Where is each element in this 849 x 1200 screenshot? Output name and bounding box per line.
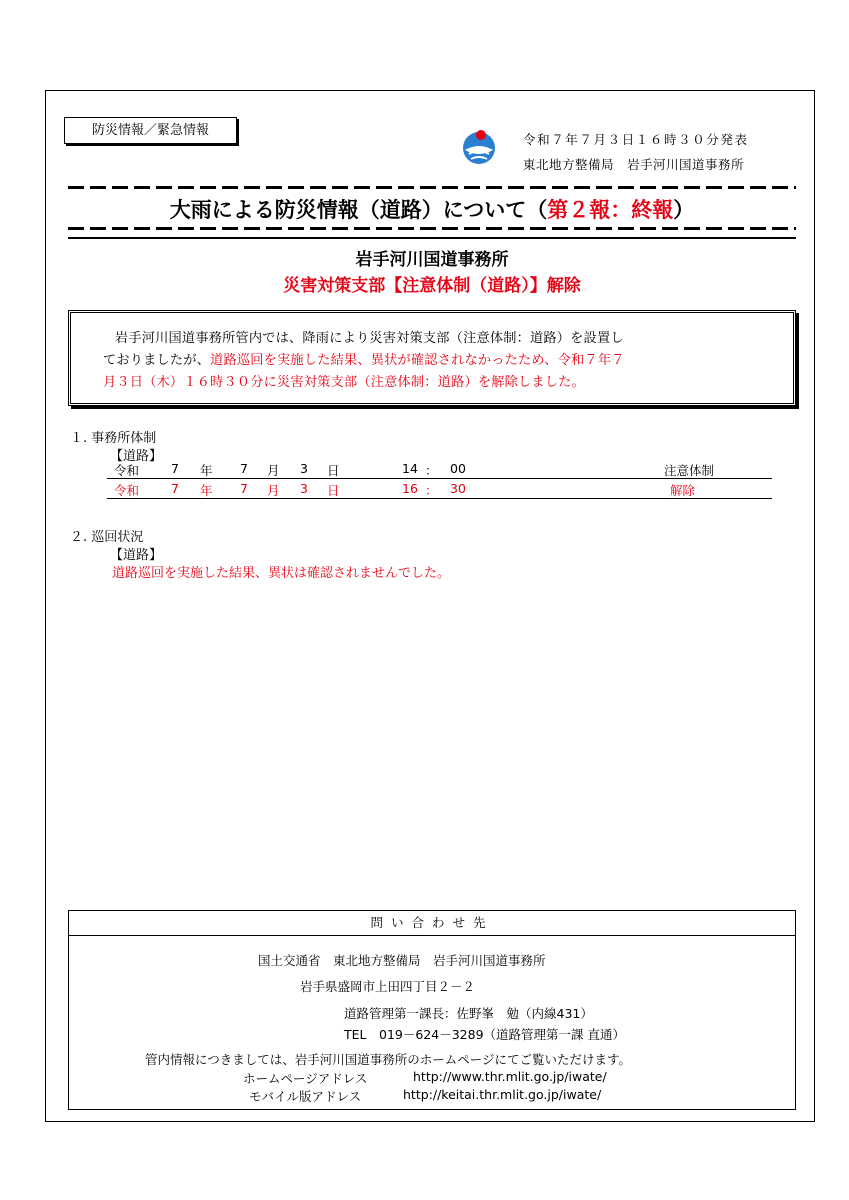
- divider-solid: [68, 237, 796, 239]
- contact-tel: TEL 019－624－3289（道路管理第一課 直通）: [344, 1027, 626, 1042]
- issuer: 東北地方整備局 岩手河川国道事務所: [523, 157, 745, 172]
- mobile-url-link[interactable]: http://keitai.thr.mlit.go.jp/iwate/: [403, 1087, 602, 1102]
- homepage-note: 管内情報につきましては、岩手河川国道事務所のホームページにてご覧いただけます。: [145, 1052, 632, 1067]
- section2-subheading: 【道路】: [110, 548, 163, 563]
- mobile-label: モバイル版アドレス: [249, 1089, 362, 1104]
- mlit-logo-icon: [460, 128, 498, 166]
- main-title: 大雨による防災情報（道路）について（第２報：終報）: [169, 198, 695, 222]
- homepage-url-link[interactable]: http://www.thr.mlit.go.jp/iwate/: [413, 1069, 607, 1084]
- divider-dashed: [68, 186, 796, 189]
- notice-box: [68, 310, 796, 406]
- section1-heading: １. 事務所体制: [70, 431, 157, 446]
- homepage-label: ホームページアドレス: [243, 1071, 368, 1086]
- divider-dashed: [68, 227, 796, 230]
- contact-org: 国土交通省 東北地方整備局 岩手河川国道事務所: [258, 953, 546, 968]
- issue-date: 令和７年７月３日１６時３０分発表: [523, 132, 749, 147]
- notice-line-1: 岩手河川国道事務所管内では、降雨により災害対策支部（注意体制：道路）を設置し: [115, 331, 624, 346]
- contact-person: 道路管理第一課長：佐野峯 勉（内線431）: [344, 1006, 593, 1021]
- contact-box: [68, 910, 796, 1110]
- office-title: 岩手河川国道事務所: [355, 250, 509, 270]
- section2-heading: ２. 巡回状況: [70, 530, 144, 545]
- table-row: 令和 7 年 7 月 3 日 16 ： 30 解除: [114, 481, 696, 498]
- section1-subheading: 【道路】: [110, 449, 163, 464]
- table-row: 令和 7 年 7 月 3 日 14 ： 00 注意体制: [114, 461, 715, 478]
- contact-address: 岩手県盛岡市上田四丁目２－２: [300, 979, 476, 994]
- notice-line-3: 月３日（木）１６時３０分に災害対策支部（注意体制：道路）を解除しました。: [103, 375, 585, 390]
- table-row-divider: [107, 478, 772, 479]
- table-row-divider: [107, 498, 772, 499]
- patrol-result: 道路巡回を実施した結果、異状は確認されませんでした。: [112, 566, 451, 581]
- contact-heading: 問い合わせ先: [69, 911, 795, 936]
- notice-line-2: ておりましたが、道路巡回を実施した結果、異状が確認されなかったため、令和７年７: [103, 353, 625, 368]
- main-title-report-no: 第２報：終報: [547, 198, 674, 222]
- category-label: 防災情報／緊急情報: [64, 117, 237, 144]
- status-title: 災害対策支部【注意体制（道路）】解除: [283, 276, 581, 296]
